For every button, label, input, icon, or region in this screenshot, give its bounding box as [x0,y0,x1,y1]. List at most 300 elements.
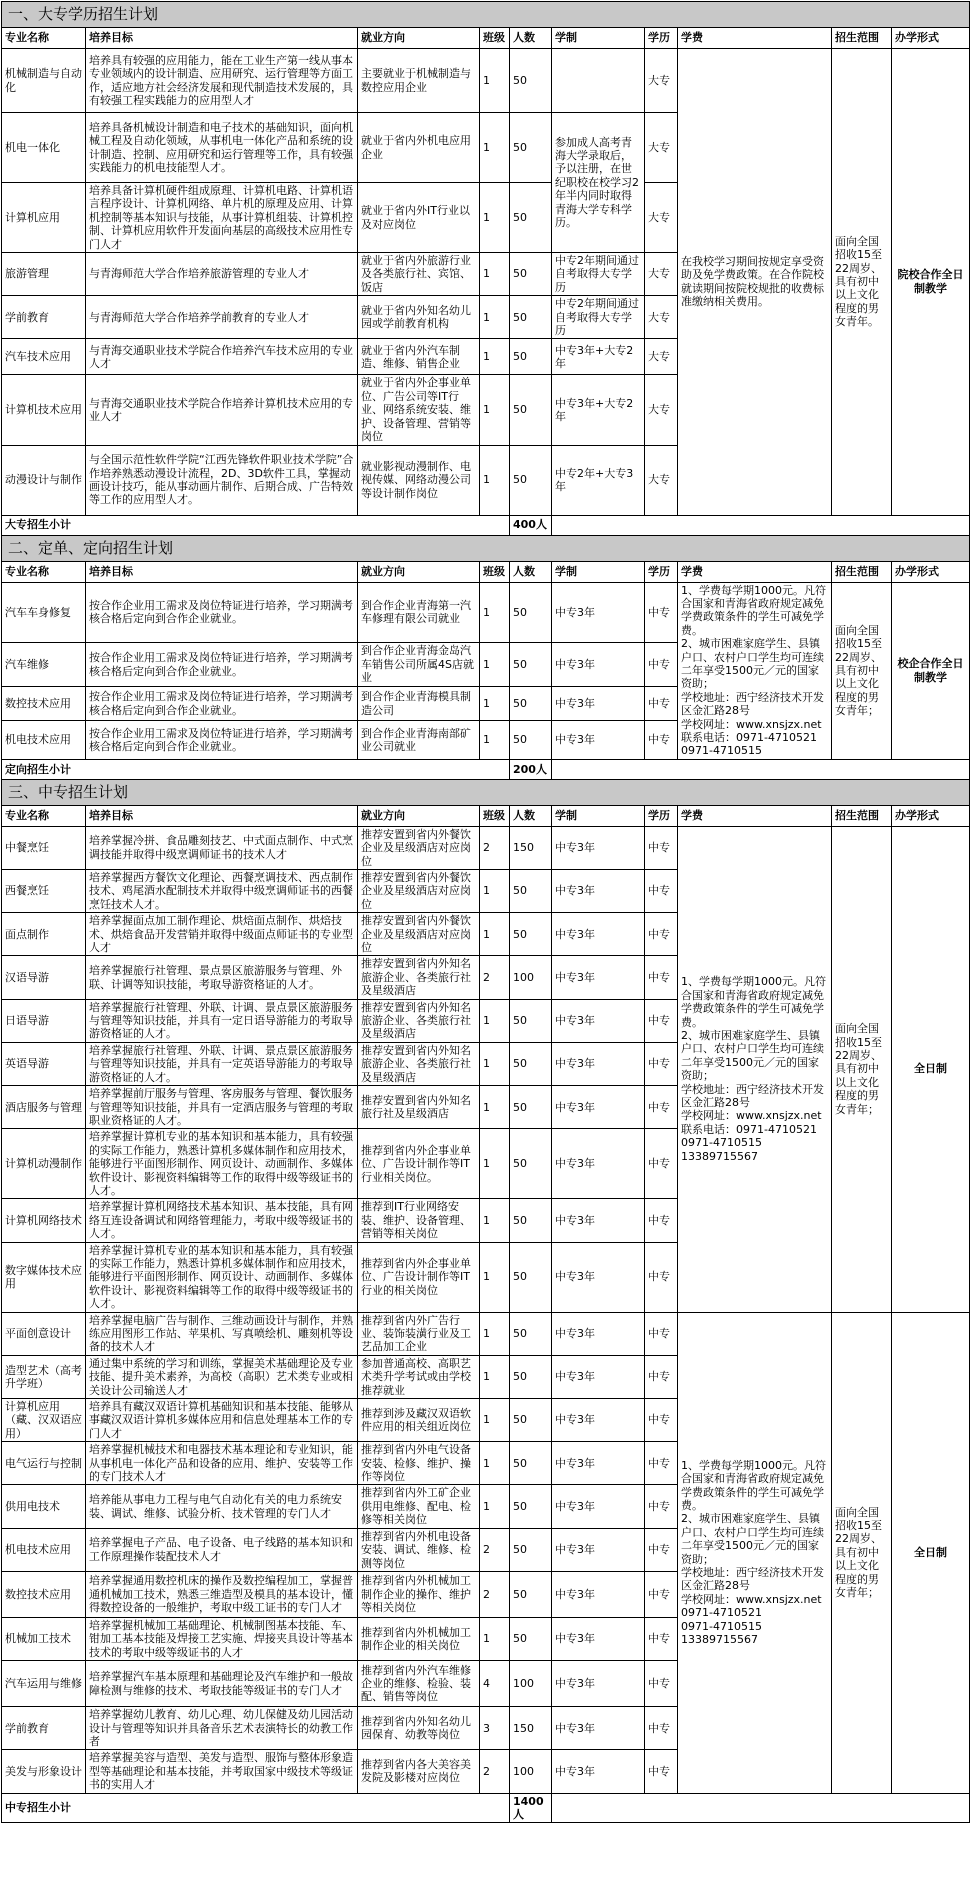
major-name: 中餐烹饪 [2,826,86,869]
student-count: 50 [510,445,552,515]
training-goal: 培养具有较强的应用能力，能在工业生产第一线从事本专业领域内的设计制造、应用研究、运行管理等方面工作，适应地方社会经济发展和现代制造技术发展的，具有较强工程实践能力的应用型人才 [86,49,358,113]
section-title-row [2,535,970,561]
enrollment-scope: 面向全国招收15至22周岁、具有初中以上文化程度的男女青年； [832,582,892,759]
education-level: 中专 [645,913,678,956]
schooling-length [552,49,645,113]
education-level: 中专 [645,1528,678,1571]
school-form: 全日制 [892,1312,970,1793]
subtotal-empty [552,515,970,535]
class-count: 1 [480,253,510,296]
class-count: 1 [480,49,510,113]
student-count: 50 [510,999,552,1042]
employment-direction: 到合作企业青海金岛汽车销售公司所属4S店就业 [358,643,480,687]
schooling-length: 中专3年 [552,1199,645,1242]
column-header: 学历 [645,561,678,582]
column-header: 招生范围 [832,561,892,582]
schooling-length: 中专3年 [552,1242,645,1312]
training-goal: 培养掌握幼儿教育、幼儿心理、幼儿保健及幼儿园活动设计与管理等知识并具备音乐艺术表演特长的幼教工作者 [86,1707,358,1750]
major-name: 电气运行与控制 [2,1442,86,1485]
section-title-row [2,2,970,28]
column-header: 就业方向 [358,561,480,582]
training-goal: 培养掌握冷拼、食品雕刻技艺、中式面点制作、中式烹调技能并取得中级烹调师证书的技术人才 [86,826,358,869]
schooling-length: 中专3年 [552,1661,645,1707]
enrollment-plan-table [1,1,970,1823]
student-count: 50 [510,1528,552,1571]
education-level: 中专 [645,1750,678,1793]
employment-direction: 推荐安置到省内外餐饮企业及星级酒店对应岗位 [358,826,480,869]
student-count: 100 [510,1750,552,1793]
student-count: 50 [510,721,552,759]
enrollment-plan-page [1,1,969,1823]
employment-direction: 到合作企业青海第一汽车修理有限公司就业 [358,582,480,643]
student-count: 50 [510,1399,552,1442]
class-count: 1 [480,1399,510,1442]
student-count: 50 [510,49,552,113]
enrollment-scope: 面向全国招收15至22周岁、具有初中以上文化程度的男女青年； [832,826,892,1312]
student-count: 50 [510,339,552,375]
column-header: 就业方向 [358,805,480,826]
column-header: 人数 [510,28,552,49]
training-goal: 培养掌握前厅服务与管理、客房服务与管理、餐饮服务与管理等知识技能，并具有一定酒店服务与管理的考取职业资格证的人才。 [86,1086,358,1129]
major-name: 计算机动漫制作 [2,1129,86,1199]
training-goal: 培养掌握面点加工制作理论、烘焙面点制作、烘焙技术、烘焙食品开发营销并取得中级面点师证书的专业型人才 [86,913,358,956]
subtotal-row [2,759,970,779]
schooling-length: 中专3年 [552,1129,645,1199]
class-count: 3 [480,1707,510,1750]
class-count: 1 [480,870,510,913]
class-count: 1 [480,375,510,445]
class-count: 1 [480,1485,510,1528]
schooling-length: 中专3年 [552,686,645,720]
student-count: 150 [510,1707,552,1750]
schooling-length: 中专2年期间通过自考取得大专学历 [552,296,645,339]
class-count: 2 [480,956,510,999]
education-level: 中专 [645,999,678,1042]
education-level: 中专 [645,686,678,720]
student-count: 50 [510,375,552,445]
schooling-length: 中专2年+大专3年 [552,445,645,515]
column-header: 学历 [645,28,678,49]
education-level: 中专 [645,1312,678,1355]
training-goal: 培养掌握旅行社管理、外联、计调、景点景区旅游服务与管理等知识技能，并具有一定日语导游能力的考取导游资格证的人才。 [86,999,358,1042]
subtotal-row [2,515,970,535]
student-count: 50 [510,643,552,687]
column-header: 学制 [552,561,645,582]
column-header: 办学形式 [892,28,970,49]
column-header: 办学形式 [892,805,970,826]
schooling-length: 中专3年 [552,956,645,999]
education-level: 大专 [645,253,678,296]
student-count: 50 [510,1086,552,1129]
column-header: 培养目标 [86,561,358,582]
employment-direction: 就业于省内外机电应用企业 [358,113,480,183]
student-count: 50 [510,1442,552,1485]
education-level: 中专 [645,721,678,759]
major-name: 机电技术应用 [2,1528,86,1571]
student-count: 50 [510,296,552,339]
schooling-length: 中专3年 [552,913,645,956]
table-row [2,49,970,113]
education-level: 大专 [645,445,678,515]
training-goal: 培养掌握计算机专业的基本知识和基本能力，具有较强的实际工作能力，熟悉计算机多媒体制作和应用技术，能够进行平面图形制作、网页设计、动画制作、多媒体软件设计、影视资料编辑等工作的取得中级等级证书的人才。 [86,1129,358,1199]
training-goal: 培养掌握通用数控机床的操作及数控编程加工，掌握普通机械加工技术，熟悉三维造型及模具的基本设计，懂得数控设备的一般维护，考取中级工证书的专门人才 [86,1571,358,1617]
schooling-length: 中专3年 [552,721,645,759]
student-count: 50 [510,1129,552,1199]
class-count: 1 [480,721,510,759]
employment-direction: 就业于省内外汽车制造、维修、销售企业 [358,339,480,375]
employment-direction: 主要就业于机械制造与数控应用企业 [358,49,480,113]
major-name: 汽车技术应用 [2,339,86,375]
training-goal: 按合作企业用工需求及岗位特证进行培养，学习期满考核合格后定向到合作企业就业。 [86,721,358,759]
header-row [2,28,970,49]
major-name: 数控技术应用 [2,1571,86,1617]
training-goal: 与青海师范大学合作培养旅游管理的专业人才 [86,253,358,296]
employment-direction: 推荐到省内各大美容美发院及影楼对应岗位 [358,1750,480,1793]
employment-direction: 推荐安置到省内外知名旅游企业、各类旅行社及星级酒店 [358,999,480,1042]
column-header: 专业名称 [2,28,86,49]
education-level: 中专 [645,956,678,999]
major-name: 动漫设计与制作 [2,445,86,515]
schooling-length: 中专3年 [552,1355,645,1398]
education-level: 中专 [645,1129,678,1199]
tuition: 1、学费每学期1000元。凡符合国家和青海省政府规定减免学费政策条件的学生可减免学费。 2、城市困难家庭学生、县镇户口、农村户口学生均可连续二年享受1500元／元的国家资助； 学校地址：西宁经济技术开发区金汇路28号 学校网址：www.xnsjzx.net 0971-4710521 0971-4710515 13389715567 [678,1312,832,1793]
employment-direction: 推荐到省内外企事业单位、广告设计制作等IT行业的相关岗位 [358,1242,480,1312]
training-goal: 与青海交通职业技术学院合作培养计算机技术应用的专业人才 [86,375,358,445]
schooling-length: 中专3年 [552,1617,645,1660]
class-count: 1 [480,999,510,1042]
education-level: 中专 [645,826,678,869]
column-header: 专业名称 [2,805,86,826]
employment-direction: 推荐安置到省内外知名旅行社及星级酒店 [358,1086,480,1129]
education-level: 中专 [645,643,678,687]
employment-direction: 推荐到省内外机电设备安装、调试、维修、检测等岗位 [358,1528,480,1571]
student-count: 50 [510,1199,552,1242]
major-name: 计算机网络技术 [2,1199,86,1242]
class-count: 1 [480,183,510,253]
column-header: 培养目标 [86,805,358,826]
column-header: 学制 [552,28,645,49]
education-level: 中专 [645,870,678,913]
employment-direction: 就业于省内外旅游行业及各类旅行社、宾馆、饭店 [358,253,480,296]
column-header: 招生范围 [832,28,892,49]
schooling-length: 中专3年 [552,826,645,869]
major-name: 汽车运用与维修 [2,1661,86,1707]
class-count: 1 [480,296,510,339]
section-title: 一、大专学历招生计划 [2,2,970,28]
class-count: 2 [480,1750,510,1793]
tuition: 1、学费每学期1000元。凡符合国家和青海省政府规定减免学费政策条件的学生可减免学费。 2、城市困难家庭学生、县镇户口、农村户口学生均可连续二年享受1500元／元的国家资助； 学校地址：西宁经济技术开发区金汇路28号 学校网址：www.xnsjzx.net 联系电话：0971-4710521 0971-4710515 [678,582,832,759]
column-header: 学费 [678,805,832,826]
training-goal: 培养具备机械设计制造和电子技术的基础知识，面向机械工程及自动化领域，从事机电一体化产品和系统的设计制造、控制、应用研究和运行管理等工作，具有较强实践能力的机电技能型人才。 [86,113,358,183]
employment-direction: 推荐到省内外电气设备安装、检修、维护、操作等岗位 [358,1442,480,1485]
class-count: 2 [480,826,510,869]
column-header: 学费 [678,561,832,582]
subtotal-label: 中专招生小计 [2,1793,510,1823]
class-count: 1 [480,1617,510,1660]
subtotal-value: 200人 [510,759,552,779]
training-goal: 培养掌握汽车基本原理和基础理论及汽车维护和一般故障检测与维修的技术、考取技能等级证书的专门人才 [86,1661,358,1707]
major-name: 西餐烹饪 [2,870,86,913]
schooling-length: 中专3年 [552,1312,645,1355]
training-goal: 培养掌握计算机专业的基本知识和基本能力，具有较强的实际工作能力，熟悉计算机多媒体制作和应用技术，能够进行平面图形制作、网页设计、动画制作、多媒体软件设计、影视资料编辑等工作的取得中级等级证书的人才。 [86,1242,358,1312]
major-name: 汽车车身修复 [2,582,86,643]
class-count: 1 [480,113,510,183]
education-level: 大专 [645,183,678,253]
student-count: 50 [510,582,552,643]
major-name: 英语导游 [2,1042,86,1085]
major-name: 酒店服务与管理 [2,1086,86,1129]
schooling-length: 中专3年+大专2年 [552,375,645,445]
section-title: 二、定单、定向招生计划 [2,535,970,561]
major-name: 机械加工技术 [2,1617,86,1660]
major-name: 机电一体化 [2,113,86,183]
major-name: 日语导游 [2,999,86,1042]
schooling-length: 中专3年 [552,1399,645,1442]
student-count: 50 [510,1355,552,1398]
major-name: 旅游管理 [2,253,86,296]
schooling-length: 参加成人高考青海大学录取后，予以注册，在世纪职校在校学习2年半内同时取得青海大学专科学历。 [552,113,645,253]
training-goal: 培养能从事电力工程与电气自动化有关的电力系统安装、调试、维修、试验分析、技术管理的专门人才 [86,1485,358,1528]
schooling-length: 中专3年 [552,643,645,687]
employment-direction: 到合作企业青海模具制造公司 [358,686,480,720]
schooling-length: 中专3年 [552,1750,645,1793]
column-header: 班级 [480,28,510,49]
employment-direction: 推荐到省内外企事业单位、广告设计制作等IT行业相关岗位。 [358,1129,480,1199]
class-count: 1 [480,686,510,720]
training-goal: 培养掌握机械加工基础理论、机械制图基本技能、车、钳加工基本技能及焊接工艺实施、焊接夹具设计等基本技术的考取中级等级证书的人才 [86,1617,358,1660]
student-count: 50 [510,870,552,913]
employment-direction: 推荐到省内外机械加工制作企业的操作、维护等相关岗位 [358,1571,480,1617]
tuition: 1、学费每学期1000元。凡符合国家和青海省政府规定减免学费政策条件的学生可减免学费。 2、城市困难家庭学生、县镇户口、农村户口学生均可连续二年享受1500元／元的国家资助； 学校地址：西宁经济技术开发区金汇路28号 学校网址：www.xnsjzx.net 联系电话：0971-4710521 0971-4710515 13389715567 [678,826,832,1312]
education-level: 中专 [645,1199,678,1242]
class-count: 1 [480,1442,510,1485]
training-goal: 与全国示范性软件学院“江西先锋软件职业技术学院”合作培养熟悉动漫设计流程，2D、3D软件工具，掌握动画设计技巧，能从事动画片制作、后期合成、广告特效等工作的应用型人才。 [86,445,358,515]
training-goal: 按合作企业用工需求及岗位特证进行培养，学习期满考核合格后定向到合作企业就业。 [86,582,358,643]
employment-direction: 推荐到IT行业网络安装、维护、设备管理、营销等相关岗位 [358,1199,480,1242]
column-header: 学费 [678,28,832,49]
student-count: 100 [510,956,552,999]
class-count: 1 [480,445,510,515]
employment-direction: 推荐到涉及藏汉双语软件应用的相关组近岗位 [358,1399,480,1442]
education-level: 中专 [645,1661,678,1707]
education-level: 大专 [645,339,678,375]
employment-direction: 参加普通高校、高职艺术类升学考试或由学校推荐就业 [358,1355,480,1398]
schooling-length: 中专3年 [552,1528,645,1571]
major-name: 数字媒体技术应用 [2,1242,86,1312]
schooling-length: 中专3年 [552,1485,645,1528]
major-name: 汉语导游 [2,956,86,999]
education-level: 大专 [645,49,678,113]
subtotal-empty [552,1793,970,1823]
major-name: 造型艺术（高考升学班） [2,1355,86,1398]
header-row [2,805,970,826]
student-count: 50 [510,183,552,253]
schooling-length: 中专3年 [552,870,645,913]
training-goal: 培养具备计算机硬件组成原理、计算机电路、计算机语言程序设计、计算机网络、单片机的原理及应用、计算机控制等基本知识与技能，从事计算机组装、计算机控制、计算机应用软件开发面向基层的高级技术应用性专门人才 [86,183,358,253]
class-count: 2 [480,1571,510,1617]
training-goal: 培养掌握计算机网络技术基本知识、基本技能，具有网络互连设备调试和网络管理能力，考取中级等级证书的人才。 [86,1199,358,1242]
major-name: 数控技术应用 [2,686,86,720]
section-title-row [2,779,970,805]
schooling-length: 中专3年 [552,1042,645,1085]
student-count: 50 [510,253,552,296]
subtotal-label: 定向招生小计 [2,759,510,779]
education-level: 中专 [645,1355,678,1398]
column-header: 人数 [510,805,552,826]
column-header: 班级 [480,805,510,826]
schooling-length: 中专3年 [552,1571,645,1617]
major-name: 汽车维修 [2,643,86,687]
major-name: 平面创意设计 [2,1312,86,1355]
column-header: 办学形式 [892,561,970,582]
major-name: 面点制作 [2,913,86,956]
training-goal: 培养掌握旅行社管理、外联、计调、景点景区旅游服务与管理等知识技能，并具有一定英语导游能力的考取导游资格证的人才。 [86,1042,358,1085]
class-count: 1 [480,1199,510,1242]
employment-direction: 就业于省内外企事业单位、广告公司等IT行业、网络系统安装、维护、设备管理、营销等岗位 [358,375,480,445]
major-name: 学前教育 [2,296,86,339]
schooling-length: 中专3年+大专2年 [552,339,645,375]
education-level: 大专 [645,375,678,445]
training-goal: 培养具有藏汉双语计算机基础知识和基本技能、能够从事藏汉双语计算机多媒体应用和信息处理基本工作的专门人才 [86,1399,358,1442]
column-header: 专业名称 [2,561,86,582]
major-name: 计算机应用 [2,183,86,253]
employment-direction: 就业于省内外知名幼儿园或学前教育机构 [358,296,480,339]
education-level: 中专 [645,1707,678,1750]
employment-direction: 推荐到省内外工矿企业供用电维修、配电、检修等相关岗位 [358,1485,480,1528]
schooling-length: 中专3年 [552,999,645,1042]
training-goal: 培养掌握旅行社管理、景点景区旅游服务与管理、外联、计调等知识技能，考取导游资格证的人才。 [86,956,358,999]
employment-direction: 推荐安置到省内外餐饮企业及星级酒店对应岗位 [358,870,480,913]
major-name: 供用电技术 [2,1485,86,1528]
major-name: 机械制造与自动化 [2,49,86,113]
training-goal: 培养掌握西方餐饮文化理论、西餐烹调技术、西点制作技术、鸡尾酒水配制技术并取得中级烹调师证书的西餐烹饪技术人才。 [86,870,358,913]
student-count: 50 [510,913,552,956]
education-level: 中专 [645,1442,678,1485]
table-row [2,826,970,869]
major-name: 机电技术应用 [2,721,86,759]
student-count: 50 [510,1571,552,1617]
education-level: 中专 [645,1399,678,1442]
education-level: 中专 [645,1042,678,1085]
class-count: 1 [480,1355,510,1398]
training-goal: 培养掌握电子产品、电子设备、电子线路的基本知识和工作原理操作装配技术人才 [86,1528,358,1571]
student-count: 100 [510,1661,552,1707]
employment-direction: 推荐到省内外知名幼儿园保育、幼教等岗位 [358,1707,480,1750]
class-count: 1 [480,643,510,687]
training-goal: 通过集中系统的学习和训练，掌握美术基础理论及专业技能、提升美术素养，为高校（高职）艺术类专业或相关设计公司输送人才 [86,1355,358,1398]
employment-direction: 到合作企业青海南部矿业公司就业 [358,721,480,759]
school-form: 校企合作全日制教学 [892,582,970,759]
employment-direction: 推荐到省内外汽车维修企业的维修、检验、装配、销售等岗位 [358,1661,480,1707]
class-count: 2 [480,1528,510,1571]
subtotal-row [2,1793,970,1823]
class-count: 1 [480,1242,510,1312]
column-header: 招生范围 [832,805,892,826]
training-goal: 培养掌握机械技术和电器技术基本理论和专业知识，能从事机电一体化产品和设备的应用、维护、安装等工作的专门技术人才 [86,1442,358,1485]
student-count: 150 [510,826,552,869]
subtotal-empty [552,759,970,779]
school-form: 院校合作全日制教学 [892,49,970,516]
class-count: 1 [480,1042,510,1085]
employment-direction: 推荐安置到省内外餐饮企业及星级酒店对应岗位 [358,913,480,956]
table-row [2,1312,970,1355]
schooling-length: 中专3年 [552,1442,645,1485]
class-count: 1 [480,582,510,643]
class-count: 1 [480,1129,510,1199]
subtotal-label: 大专招生小计 [2,515,510,535]
enrollment-scope: 面向全国招收15至22周岁、具有初中以上文化程度的男女青年； [832,1312,892,1793]
employment-direction: 就业于省内外IT行业以及对应岗位 [358,183,480,253]
column-header: 就业方向 [358,28,480,49]
major-name: 学前教育 [2,1707,86,1750]
school-form: 全日制 [892,826,970,1312]
column-header: 人数 [510,561,552,582]
column-header: 学历 [645,805,678,826]
education-level: 中专 [645,1242,678,1312]
employment-direction: 推荐安置到省内外知名旅游企业、各类旅行社及星级酒店 [358,1042,480,1085]
class-count: 1 [480,913,510,956]
class-count: 4 [480,1661,510,1707]
student-count: 50 [510,1312,552,1355]
subtotal-value: 1400人 [510,1793,552,1823]
employment-direction: 推荐安置到省内外知名旅游企业、各类旅行社及星级酒店 [358,956,480,999]
enrollment-scope: 面向全国招收15至22周岁、具有初中以上文化程度的男女青年。 [832,49,892,516]
education-level: 中专 [645,1617,678,1660]
training-goal: 与青海师范大学合作培养学前教育的专业人才 [86,296,358,339]
header-row [2,561,970,582]
training-goal: 培养掌握美容与造型、美发与造型、服饰与整体形象造型等基础理论和基本技能，并考取国家中级技术等级证书的实用人才 [86,1750,358,1793]
tuition: 在我校学习期间按规定享受资助及免学费政策。在合作院校就读期间按院校规批的收费标准缴纳相关费用。 [678,49,832,516]
class-count: 1 [480,339,510,375]
student-count: 50 [510,686,552,720]
employment-direction: 就业影视动漫制作、电视传媒、网络动漫公司等设计制作岗位 [358,445,480,515]
major-name: 计算机技术应用 [2,375,86,445]
education-level: 中专 [645,1571,678,1617]
training-goal: 按合作企业用工需求及岗位特证进行培养，学习期满考核合格后定向到合作企业就业。 [86,686,358,720]
table-body [2,2,970,1823]
education-level: 中专 [645,1086,678,1129]
education-level: 大专 [645,296,678,339]
schooling-length: 中专3年 [552,1707,645,1750]
student-count: 50 [510,1617,552,1660]
training-goal: 按合作企业用工需求及岗位特证进行培养，学习期满考核合格后定向到合作企业就业。 [86,643,358,687]
column-header: 班级 [480,561,510,582]
education-level: 中专 [645,1485,678,1528]
major-name: 美发与形象设计 [2,1750,86,1793]
student-count: 50 [510,1485,552,1528]
class-count: 1 [480,1312,510,1355]
column-header: 学制 [552,805,645,826]
education-level: 大专 [645,113,678,183]
student-count: 50 [510,1042,552,1085]
class-count: 1 [480,1086,510,1129]
employment-direction: 推荐到省内外广告行业、装饰装潢行业及工艺品加工企业 [358,1312,480,1355]
student-count: 50 [510,1242,552,1312]
schooling-length: 中专3年 [552,582,645,643]
schooling-length: 中专3年 [552,1086,645,1129]
training-goal: 与青海交通职业技术学院合作培养汽车技术应用的专业人才 [86,339,358,375]
employment-direction: 推荐到省内外机械加工制作企业的相关岗位 [358,1617,480,1660]
major-name: 计算机应用（藏、汉双语应用） [2,1399,86,1442]
subtotal-value: 400人 [510,515,552,535]
student-count: 50 [510,113,552,183]
table-row [2,582,970,643]
training-goal: 培养掌握电脑广告与制作、三维动画设计与制作，并熟练应用图形工作站、苹果机、写真喷绘机、雕刻机等设备的技术人才 [86,1312,358,1355]
section-title: 三、中专招生计划 [2,779,970,805]
column-header: 培养目标 [86,28,358,49]
education-level: 中专 [645,582,678,643]
schooling-length: 中专2年期间通过自考取得大专学历 [552,253,645,296]
